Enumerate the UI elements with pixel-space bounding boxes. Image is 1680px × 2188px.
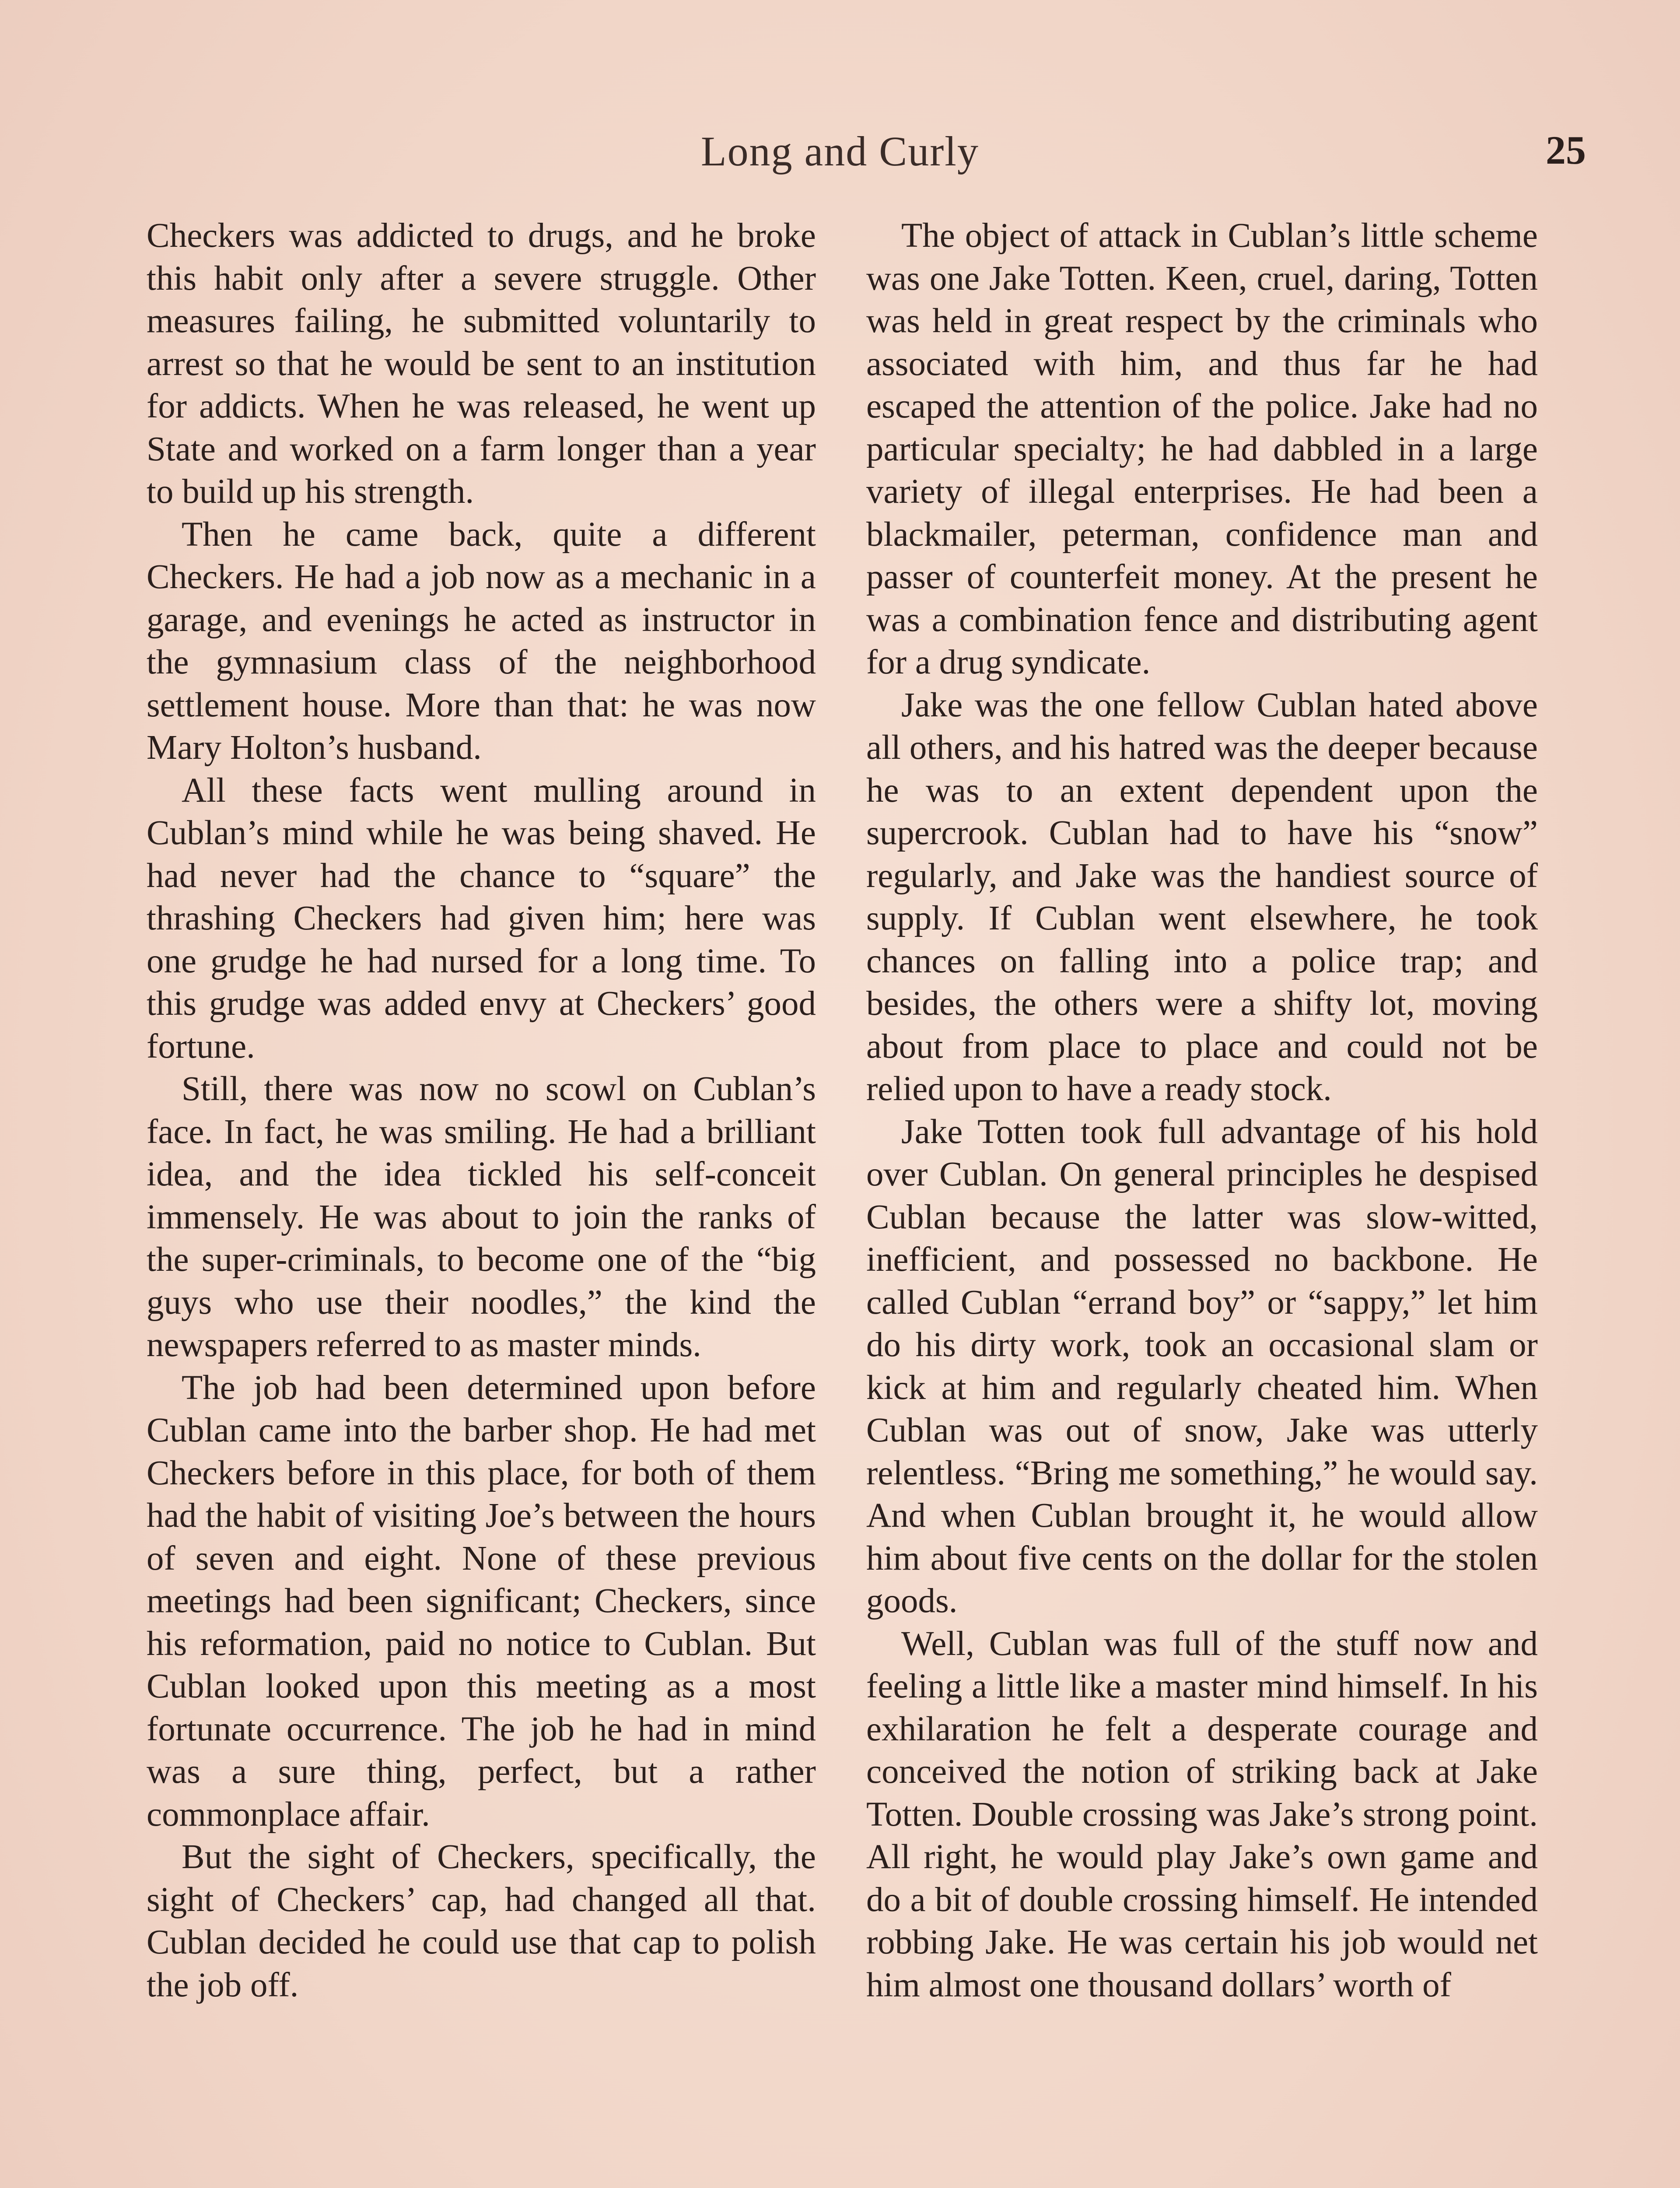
paragraph: Well, Cublan was full of the stuff now and feeling a little like a master mind himself. In his exhilaration he felt a desperate courage and conceived the notion of striking back at Jake Totten. Double crossing was Jake’s strong point. All right, he would play Jake’s own game and do a bit of double crossing himself. He intended robbing Jake. He was certain his job would net him almost one thousand dollars’ worth of xyxy=(866,1624,1538,2004)
paragraph: Then he came back, quite a different Checkers. He had a job now as a mechanic in a garage, and evenings he acted as instructor in the gymnasium class of the neighborhood settlement house. More than that: he was now Mary Holton’s husband. xyxy=(147,515,816,767)
paragraph: The job had been determined upon before Cublan came into the barber shop. He had met Checkers before in this place, for both of them had the habit of visiting Joe’s between the hours of seven and eight. None of these previous meetings had been significant; Checkers, since his reformation, paid no notice to Cublan. But Cublan looked upon this meeting as a most fortunate occurrence. The job he had in mind was a sure thing, perfect, but a rather commonplace affair. xyxy=(147,1368,816,1834)
paragraph: Still, there was now no scowl on Cublan’s face. In fact, he was smiling. He had a brilliant idea, and the idea tickled his self-conceit immensely. He was about to join the ranks of the super-criminals, to become one of the “big guys who use their noodles,” the kind the newspapers referred to as master minds. xyxy=(147,1070,816,1364)
paragraph: All these facts went mulling around in Cublan’s mind while he was being shaved. He had never had the chance to “square” the thrashing Checkers had given him; here was one grudge he had nursed for a long time. To this grudge was added envy at Checkers’ good fortune. xyxy=(147,771,816,1066)
page-number: 25 xyxy=(1546,128,1586,172)
paragraph: Jake Totten took full advantage of his hold over Cublan. On general principles he despised Cublan because the latter was slow-witted, inefficient, and possessed no backbone. He called Cublan “errand boy” or “sappy,” let him do his dirty work, took an occasional slam or kick at him and regularly cheated him. When Cublan was out of snow, Jake was utterly relentless. “Bring me something,” he would say. And when Cublan brought it, he would allow him about five cents on the dollar for the stolen goods. xyxy=(866,1112,1538,1620)
page-header xyxy=(0,127,1680,193)
paragraph: The object of attack in Cublan’s little scheme was one Jake Totten. Keen, cruel, daring, Totten was held in great respect by the criminals who associated with him, and thus far he had escaped the attention of the police. Jake had no particular specialty; he had dabbled in a large variety of illegal enterprises. He had been a blackmailer, peterman, confidence man and passer of counterfeit money. At the present he was a combination fence and distributing agent for a drug syndicate. xyxy=(866,217,1538,681)
running-title: Long and Curly xyxy=(701,128,979,175)
right-column xyxy=(866,214,1538,2006)
paragraph: But the sight of Checkers, specifically, the sight of Checkers’ cap, had changed all that. Cublan decided he could use that cap to polish the job off. xyxy=(147,1838,816,2004)
paragraph: Checkers was addicted to drugs, and he broke this habit only after a severe struggle. Other measures failing, he submitted voluntarily to arrest so that he would be sent to an institution for addicts. When he was released, he went up State and worked on a farm longer than a year to build up his strength. xyxy=(147,217,816,511)
paragraph: Jake was the one fellow Cublan hated above all others, and his hatred was the deeper because he was to an extent dependent upon the supercrook. Cublan had to have his “snow” regularly, and Jake was the handiest source of supply. If Cublan went elsewhere, he took chances on falling into a police trap; and besides, the others were a shifty lot, moving about from place to place and could not be relied upon to have a ready stock. xyxy=(866,686,1538,1108)
left-column xyxy=(147,214,816,2006)
